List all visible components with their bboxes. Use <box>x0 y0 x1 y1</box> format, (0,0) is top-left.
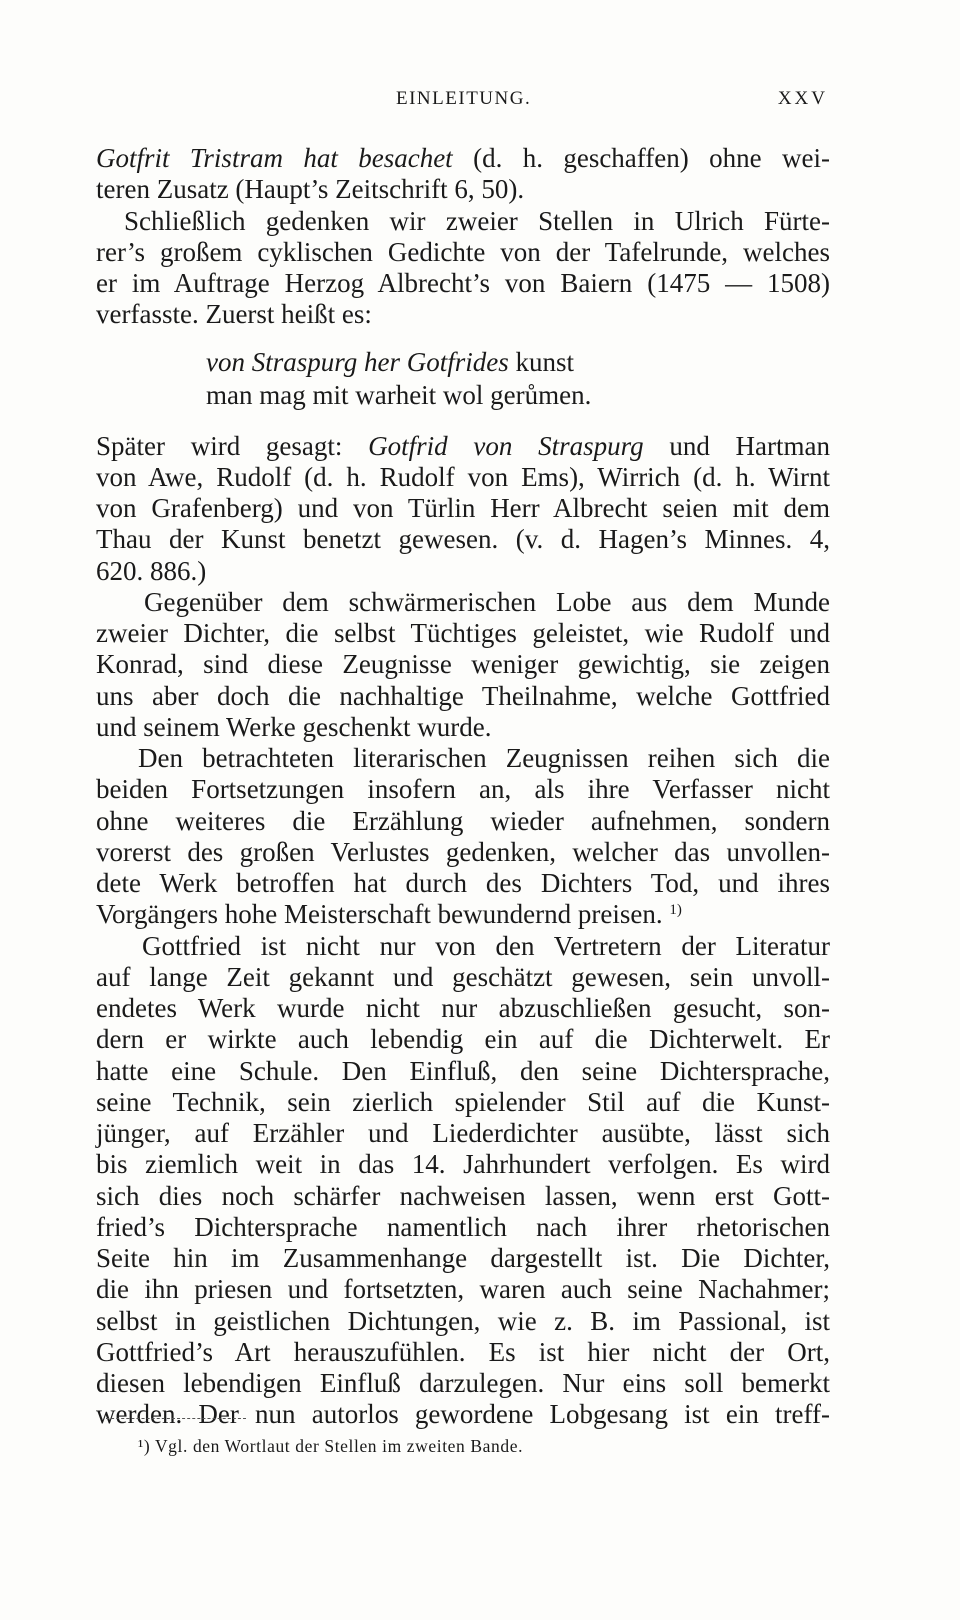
verse-line: man mag mit warheit wol gerůmen. <box>206 379 592 410</box>
paragraph-5 <box>96 743 830 931</box>
text-line: er im Auftrage Herzog Albrecht’s von Baiern (1475 — 1508) <box>96 268 830 298</box>
text-line: dete Werk betroffen hat durch des Dichters Tod, und ihres <box>96 868 830 898</box>
paragraph-1 <box>96 143 830 206</box>
text-line: selbst in geistlichen Dichtungen, wie z. B. im Passional, ist <box>96 1305 830 1336</box>
text-line: Konrad, sind diese Zeugnisse weniger gewichtig, sie zeigen <box>96 649 830 680</box>
text-span: Später wird gesagt: <box>96 430 369 461</box>
verse-line <box>96 347 830 380</box>
text-line: ohne weiteres die Erzählung wieder aufnehmen, sondern <box>96 805 830 836</box>
text-line: Gottfried’s Art herauszufühlen. Es ist hier nicht der Ort, <box>96 1336 830 1367</box>
text-span: und Hartman <box>643 430 831 461</box>
text-line: beiden Fortsetzungen insofern an, als ihre Verfasser nicht <box>96 774 830 805</box>
body-text <box>96 143 830 1431</box>
text-line: Schließlich gedenken wir zweier Stellen in Ulrich Fürte- <box>124 205 830 236</box>
paragraph-6 <box>96 931 830 1431</box>
footnote-reference[interactable]: 1) <box>669 902 682 919</box>
text-line <box>96 899 830 930</box>
footnote <box>138 1436 523 1457</box>
page-number: XXV <box>777 88 828 109</box>
text-line: Seite hin im Zusammenhange dargestellt ist. Die Dichter, <box>96 1243 830 1273</box>
text-line: werden. Der nun autorlos gewordene Lobgesang ist ein treff- <box>96 1399 830 1430</box>
text-line: diesen lebendigen Einfluß darzulegen. Nur eins soll bemerkt <box>96 1368 830 1398</box>
text-line: seine Technik, sein zierlich spielender Stil auf die Kunst- <box>96 1086 830 1117</box>
text-line: auf lange Zeit gekannt und geschätzt gewesen, sein unvoll- <box>96 961 830 992</box>
text-span: Vorgängers hohe Meisterschaft bewundernd preisen. <box>96 899 663 930</box>
text-line: bis ziemlich weit in das 14. Jahrhundert verfolgen. Es wird <box>96 1149 830 1180</box>
footnote-separator <box>106 1418 246 1419</box>
text-line: hatte eine Schule. Den Einfluß, den seine Dichtersprache, <box>96 1055 830 1086</box>
italic-span: von Straspurg her Gotfrides <box>206 346 509 377</box>
text-line: vorerst des großen Verlustes gedenken, welcher das unvollen- <box>96 836 830 867</box>
text-span: kunst <box>508 346 575 377</box>
text-line: fried’s Dichtersprache namentlich nach ihrer rhetorischen <box>96 1211 830 1242</box>
text-line: zweier Dichter, die selbst Tüchtiges geleistet, wie Rudolf und <box>96 618 830 648</box>
text-line: rer’s großem cyklischen Gedichte von der Tafelrunde, welches <box>96 236 830 267</box>
text-line: Gegenüber dem schwärmerischen Lobe aus dem Munde <box>144 586 830 617</box>
italic-span: Gotfrid von Straspurg <box>368 430 644 461</box>
text-line: teren Zusatz (Haupt’s Zeitschrift 6, 50). <box>96 174 525 205</box>
text-line: die ihn priesen und fortsetzten, waren auch seine Nachahmer; <box>96 1274 830 1305</box>
text-line <box>96 431 830 462</box>
paragraph-4 <box>96 587 830 743</box>
paragraph-3 <box>96 431 830 587</box>
running-head <box>96 88 828 118</box>
text-line: Gottfried ist nicht nur von den Vertretern der Literatur <box>142 930 830 961</box>
text-line: 620. 886.) <box>96 555 207 586</box>
verse-quote <box>96 347 830 413</box>
text-line: dern er wirkte auch lebendig ein auf die Dichterwelt. Er <box>96 1024 830 1055</box>
running-head-title: EINLEITUNG. <box>396 88 532 109</box>
text-line <box>96 143 830 174</box>
text-span: (d. h. geschaffen) ohne wei- <box>452 143 830 173</box>
footnote-text: Vgl. den Wortlaut der Stellen im zweiten Bande. <box>150 1436 524 1456</box>
text-line: von Grafenberg) und von Türlin Herr Albrecht seien mit dem <box>96 493 830 523</box>
text-line: Den betrachteten literarischen Zeugnissen reihen sich die <box>138 743 830 773</box>
text-line: von Awe, Rudolf (d. h. Rudolf von Ems), Wirrich (d. h. Wirnt <box>96 461 830 492</box>
text-line: sich dies noch schärfer nachweisen lassen, wenn erst Gott- <box>96 1180 830 1211</box>
paragraph-2 <box>96 206 830 331</box>
text-line: jünger, auf Erzähler und Liederdichter ausübte, lässt sich <box>96 1118 830 1148</box>
text-line: Thau der Kunst benetzt gewesen. (v. d. Hagen’s Minnes. 4, <box>96 524 830 555</box>
text-line: uns aber doch die nachhaltige Theilnahme, welche Gottfried <box>96 680 830 711</box>
italic-title: Gotfrit Tristram hat besachet <box>96 143 453 173</box>
text-line: endetes Werk wurde nicht nur abzuschließen gesucht, son- <box>96 993 830 1023</box>
text-line: und seinem Werke geschenkt wurde. <box>96 711 492 742</box>
footnote-marker: ¹) <box>138 1436 151 1456</box>
text-line: verfasste. Zuerst heißt es: <box>96 299 372 330</box>
